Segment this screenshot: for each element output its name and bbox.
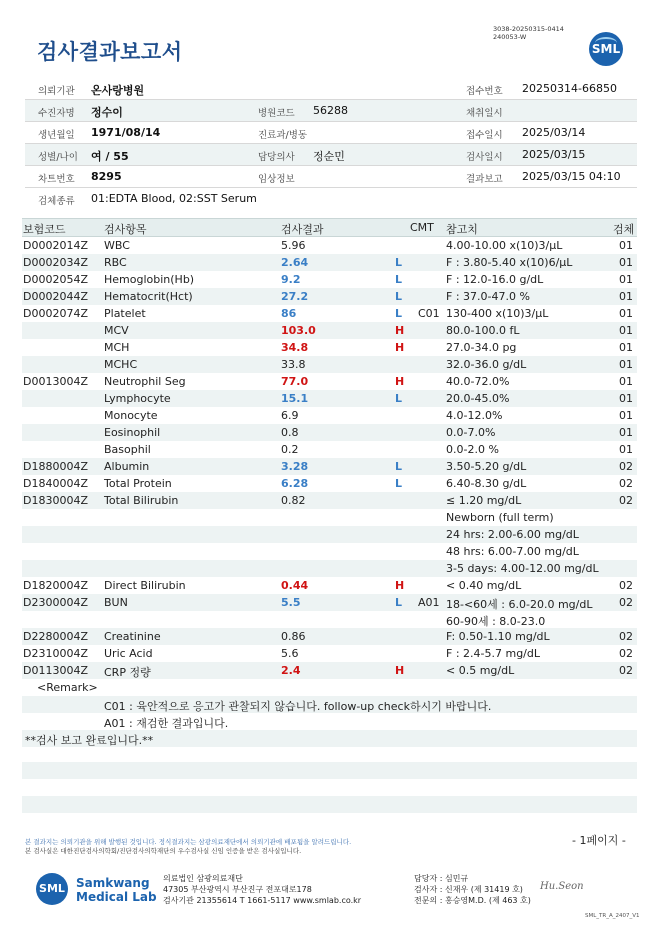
name-label: 수진자명 xyxy=(38,108,75,119)
footer-staff-3: 전문의 : 홍승영M.D. (제 463 호) xyxy=(414,896,531,905)
info-row-4 xyxy=(25,144,637,166)
test-reference: 60-90세 : 8.0-23.0 xyxy=(446,615,546,628)
test-code: D2300004Z xyxy=(23,596,88,609)
table-row xyxy=(22,526,637,543)
test-code: D2280004Z xyxy=(23,630,88,643)
table-row xyxy=(22,390,637,407)
receipt-date-value: 2025/03/14 xyxy=(522,126,586,139)
test-flag: L xyxy=(395,290,403,303)
results-header-row xyxy=(22,218,637,237)
collect-time-label: 채취일시 xyxy=(466,108,503,119)
test-code: D1830004Z xyxy=(23,494,88,507)
table-row xyxy=(22,509,637,526)
report-complete-row xyxy=(22,730,637,747)
birth-label: 생년월일 xyxy=(38,130,75,141)
receipt-no-value: 20250314-66850 xyxy=(522,82,617,95)
test-name: WBC xyxy=(104,239,130,252)
document-id xyxy=(493,25,564,41)
test-flag: L xyxy=(395,477,403,490)
sex-age-value: 여 / 55 xyxy=(91,150,129,163)
test-reference: 24 hrs: 2.00-6.00 mg/dL xyxy=(446,528,579,541)
footer-brand xyxy=(76,876,157,904)
test-code: D1820004Z xyxy=(23,579,88,592)
test-code: D0002054Z xyxy=(23,273,88,286)
test-result: 27.2 xyxy=(281,290,309,303)
hospital-code-label: 병원코드 xyxy=(258,108,295,119)
table-row xyxy=(22,424,637,441)
test-result: 6.9 xyxy=(281,409,299,422)
table-row xyxy=(22,322,637,339)
test-name: Lymphocyte xyxy=(104,392,171,405)
test-name: Uric Acid xyxy=(104,647,153,660)
test-specimen: 01 xyxy=(619,256,633,269)
footer-organization xyxy=(163,873,361,906)
birth-value: 1971/08/14 xyxy=(91,126,161,139)
test-flag: L xyxy=(395,392,403,405)
test-code: D1840004Z xyxy=(23,477,88,490)
test-result: 0.2 xyxy=(281,443,299,456)
test-specimen: 01 xyxy=(619,426,633,439)
test-result: 3.28 xyxy=(281,460,309,473)
test-result: 5.6 xyxy=(281,647,299,660)
test-reference: 18-<60세 : 6.0-20.0 mg/dL xyxy=(446,598,593,611)
patient-name-value: 정수이 xyxy=(91,106,123,119)
footnote-line1: 본 결과지는 의뢰기관을 위해 발행된 것입니다. 정식결과지는 삼광의료재단에서 의뢰기관에 배포됨을 알려드립니다. xyxy=(25,838,352,846)
specimen-label: 검체종류 xyxy=(38,196,75,207)
test-specimen: 01 xyxy=(619,409,633,422)
remark-heading-row xyxy=(22,679,637,696)
table-row xyxy=(22,407,637,424)
table-row xyxy=(22,237,637,254)
test-result: 34.8 xyxy=(281,341,309,354)
table-row xyxy=(22,475,637,492)
table-row xyxy=(22,373,637,390)
info-row-3 xyxy=(25,122,637,144)
test-flag: H xyxy=(395,341,405,354)
test-name: MCHC xyxy=(104,358,138,371)
test-name: Total Protein xyxy=(104,477,172,490)
test-flag: L xyxy=(395,273,403,286)
table-row xyxy=(22,645,637,662)
footer-brand-line2: Medical Lab xyxy=(76,890,157,904)
test-result: 0.86 xyxy=(281,630,306,643)
test-result: 5.96 xyxy=(281,239,306,252)
header-name: 검사항목 xyxy=(104,223,147,236)
report-complete-text: **검사 보고 완료입니다.** xyxy=(25,734,154,747)
table-row xyxy=(22,458,637,475)
test-reference: 6.40-8.30 g/dL xyxy=(446,477,527,490)
sex-age-label: 성별/나이 xyxy=(38,152,78,163)
footer-address: 47305 부산광역시 부산진구 전포대로178 xyxy=(163,885,312,894)
receipt-date-label: 접수일시 xyxy=(466,130,503,141)
test-reference: ≤ 1.20 mg/dL xyxy=(446,494,522,507)
patient-info-section xyxy=(25,78,637,209)
test-date-value: 2025/03/15 xyxy=(522,148,586,161)
test-name: Monocyte xyxy=(104,409,158,422)
form-version: SML_TR_A_2407_V1 xyxy=(585,913,640,919)
footer-logo-text: SML xyxy=(39,882,65,895)
footnote xyxy=(25,838,351,856)
test-reference: F : 2.4-5.7 mg/dL xyxy=(446,647,540,660)
hospital-code-value: 56288 xyxy=(313,104,348,117)
test-specimen: 01 xyxy=(619,273,633,286)
test-specimen: 02 xyxy=(619,579,633,592)
test-name: RBC xyxy=(104,256,127,269)
blank-row xyxy=(22,796,637,813)
test-reference: < 0.40 mg/dL xyxy=(446,579,522,592)
footer-staff xyxy=(414,873,531,906)
test-specimen: 02 xyxy=(619,647,633,660)
test-reference: 0.0-7.0% xyxy=(446,426,496,439)
test-flag: H xyxy=(395,375,405,388)
test-specimen: 01 xyxy=(619,239,633,252)
footer-contact: 검사기관 21355614 T 1661-5117 www.smlab.co.kr xyxy=(163,896,362,905)
remark-c01-row xyxy=(22,696,637,713)
test-result: 2.64 xyxy=(281,256,309,269)
test-name: Albumin xyxy=(104,460,150,473)
test-name: Hematocrit(Hct) xyxy=(104,290,193,303)
test-flag: L xyxy=(395,307,403,320)
test-result: 5.5 xyxy=(281,596,301,609)
test-reference: 130-400 x(10)3/μL xyxy=(446,307,549,320)
info-row-5 xyxy=(25,166,637,188)
results-table xyxy=(22,218,637,747)
info-row-2 xyxy=(25,100,637,122)
footnote-line2: 본 검사실은 대한진단검사의학회/진단검사의학재단의 우수검사실 신임 인증을 받은 검사실입니다. xyxy=(25,847,302,855)
test-flag: H xyxy=(395,664,405,677)
table-row xyxy=(22,628,637,645)
header-code: 보험코드 xyxy=(23,223,66,236)
footer-staff-2: 검사자 : 신재우 (제 31419 호) xyxy=(414,885,523,894)
test-code: D0013004Z xyxy=(23,375,88,388)
test-code: D0002014Z xyxy=(23,239,88,252)
test-result: 0.8 xyxy=(281,426,299,439)
sml-logo-text: SML xyxy=(591,42,621,56)
table-row xyxy=(22,492,637,509)
test-result: 86 xyxy=(281,307,297,320)
test-specimen: 02 xyxy=(619,477,633,490)
hospital-value: 온사랑병원 xyxy=(91,84,145,97)
test-flag: L xyxy=(395,460,403,473)
table-row xyxy=(22,305,637,322)
test-result: 15.1 xyxy=(281,392,309,405)
header-spec: 검체 xyxy=(613,223,635,236)
test-result: 2.4 xyxy=(281,664,301,677)
info-row-1 xyxy=(25,78,637,100)
test-name: Basophil xyxy=(104,443,151,456)
test-reference: 4.0-12.0% xyxy=(446,409,503,422)
test-specimen: 02 xyxy=(619,596,633,609)
clinical-label: 임상정보 xyxy=(258,174,295,185)
test-result: 9.2 xyxy=(281,273,301,286)
test-cmt: A01 xyxy=(418,596,440,609)
signature: Hu.Seon xyxy=(540,881,584,892)
test-specimen: 02 xyxy=(619,494,633,507)
table-row xyxy=(22,356,637,373)
doctor-value: 정순민 xyxy=(313,150,345,163)
table-row xyxy=(22,254,637,271)
test-flag: L xyxy=(395,256,403,269)
header-result: 검사결과 xyxy=(281,223,324,236)
table-row xyxy=(22,543,637,560)
remark-c01: C01 : 육안적으로 응고가 관찰되지 않습니다. follow-up check하시기 바랍니다. xyxy=(104,700,492,713)
test-code: D0113004Z xyxy=(23,664,88,677)
test-reference: 4.00-10.00 x(10)3/μL xyxy=(446,239,563,252)
table-row xyxy=(22,271,637,288)
test-reference: < 0.5 mg/dL xyxy=(446,664,515,677)
chart-no-value: 8295 xyxy=(91,170,122,183)
specimen-value: 01:EDTA Blood, 02:SST Serum xyxy=(91,192,257,205)
test-result: 77.0 xyxy=(281,375,309,388)
remark-a01-row xyxy=(22,713,637,730)
info-row-6 xyxy=(25,188,637,209)
test-flag: H xyxy=(395,579,405,592)
report-time-label: 결과보고 xyxy=(466,174,503,185)
report-title: 검사결과보고서 xyxy=(37,40,183,64)
test-specimen: 01 xyxy=(619,290,633,303)
test-name: CRP 정량 xyxy=(104,666,151,679)
test-code: D0002034Z xyxy=(23,256,88,269)
test-reference: 32.0-36.0 g/dL xyxy=(446,358,527,371)
test-name: Hemoglobin(Hb) xyxy=(104,273,195,286)
table-row xyxy=(22,662,637,679)
table-row xyxy=(22,611,637,628)
test-flag: H xyxy=(395,324,405,337)
test-code: D1880004Z xyxy=(23,460,88,473)
footer-brand-line1: Samkwang xyxy=(76,876,150,890)
test-cmt: C01 xyxy=(418,307,440,320)
header-cmt: CMT xyxy=(410,221,434,234)
test-name: MCH xyxy=(104,341,130,354)
test-specimen: 01 xyxy=(619,392,633,405)
hospital-label: 의뢰기관 xyxy=(38,86,75,97)
test-reference: F : 3.80-5.40 x(10)6/μL xyxy=(446,256,573,269)
test-reference: 27.0-34.0 pg xyxy=(446,341,517,354)
test-result: 0.82 xyxy=(281,494,306,507)
results-body xyxy=(22,237,637,679)
chart-no-label: 차트번호 xyxy=(38,174,75,185)
test-date-label: 검사일시 xyxy=(466,152,503,163)
test-reference: F : 37.0-47.0 % xyxy=(446,290,530,303)
test-result: 33.8 xyxy=(281,358,306,371)
test-specimen: 02 xyxy=(619,664,633,677)
test-reference: F : 12.0-16.0 g/dL xyxy=(446,273,544,286)
footer-org-name: 의료법인 삼광의료재단 xyxy=(163,874,243,883)
test-code: D0002074Z xyxy=(23,307,88,320)
test-code: D0002044Z xyxy=(23,290,88,303)
test-specimen: 01 xyxy=(619,358,633,371)
test-name: Eosinophil xyxy=(104,426,161,439)
test-name: MCV xyxy=(104,324,129,337)
test-reference: 40.0-72.0% xyxy=(446,375,510,388)
report-time-value: 2025/03/15 04:10 xyxy=(522,170,621,183)
test-name: Direct Bilirubin xyxy=(104,579,186,592)
table-row xyxy=(22,288,637,305)
table-row xyxy=(22,577,637,594)
test-name: Creatinine xyxy=(104,630,161,643)
table-row xyxy=(22,441,637,458)
footer-sml-logo-icon xyxy=(36,873,68,905)
test-specimen: 01 xyxy=(619,324,633,337)
doctor-label: 담당의사 xyxy=(258,152,295,163)
test-specimen: 02 xyxy=(619,460,633,473)
test-reference: 3-5 days: 4.00-12.00 mg/dL xyxy=(446,562,599,575)
test-result: 6.28 xyxy=(281,477,309,490)
test-name: Total Bilirubin xyxy=(104,494,179,507)
test-code: D2310004Z xyxy=(23,647,88,660)
page-number: - 1페이지 - xyxy=(572,834,626,847)
test-name: Platelet xyxy=(104,307,146,320)
test-reference: F: 0.50-1.10 mg/dL xyxy=(446,630,550,643)
sml-logo-icon xyxy=(589,32,623,66)
test-reference: 0.0-2.0 % xyxy=(446,443,499,456)
table-row xyxy=(22,594,637,611)
test-reference: Newborn (full term) xyxy=(446,511,554,524)
test-specimen: 01 xyxy=(619,443,633,456)
test-specimen: 01 xyxy=(619,375,633,388)
blank-row xyxy=(22,762,637,779)
test-reference: 3.50-5.20 g/dL xyxy=(446,460,527,473)
remark-heading: <Remark> xyxy=(37,681,98,694)
test-flag: L xyxy=(395,596,403,609)
test-reference: 48 hrs: 6.00-7.00 mg/dL xyxy=(446,545,579,558)
test-specimen: 01 xyxy=(619,341,633,354)
test-result: 0.44 xyxy=(281,579,309,592)
test-name: Neutrophil Seg xyxy=(104,375,186,388)
test-result: 103.0 xyxy=(281,324,316,337)
footer-staff-1: 담당자 : 심민규 xyxy=(414,874,469,883)
header-ref: 참고치 xyxy=(446,223,478,236)
receipt-no-label: 접수번호 xyxy=(466,86,503,97)
remark-a01: A01 : 재검한 결과입니다. xyxy=(104,717,229,730)
document-id-line2: 240053-W xyxy=(493,33,527,41)
table-row xyxy=(22,339,637,356)
test-specimen: 01 xyxy=(619,307,633,320)
test-reference: 80.0-100.0 fL xyxy=(446,324,520,337)
dept-label: 진료과/병동 xyxy=(258,130,308,141)
test-reference: 20.0-45.0% xyxy=(446,392,510,405)
test-name: BUN xyxy=(104,596,128,609)
document-id-line1: 3038-20250315-0414 xyxy=(493,25,564,33)
table-row xyxy=(22,560,637,577)
test-specimen: 02 xyxy=(619,630,633,643)
